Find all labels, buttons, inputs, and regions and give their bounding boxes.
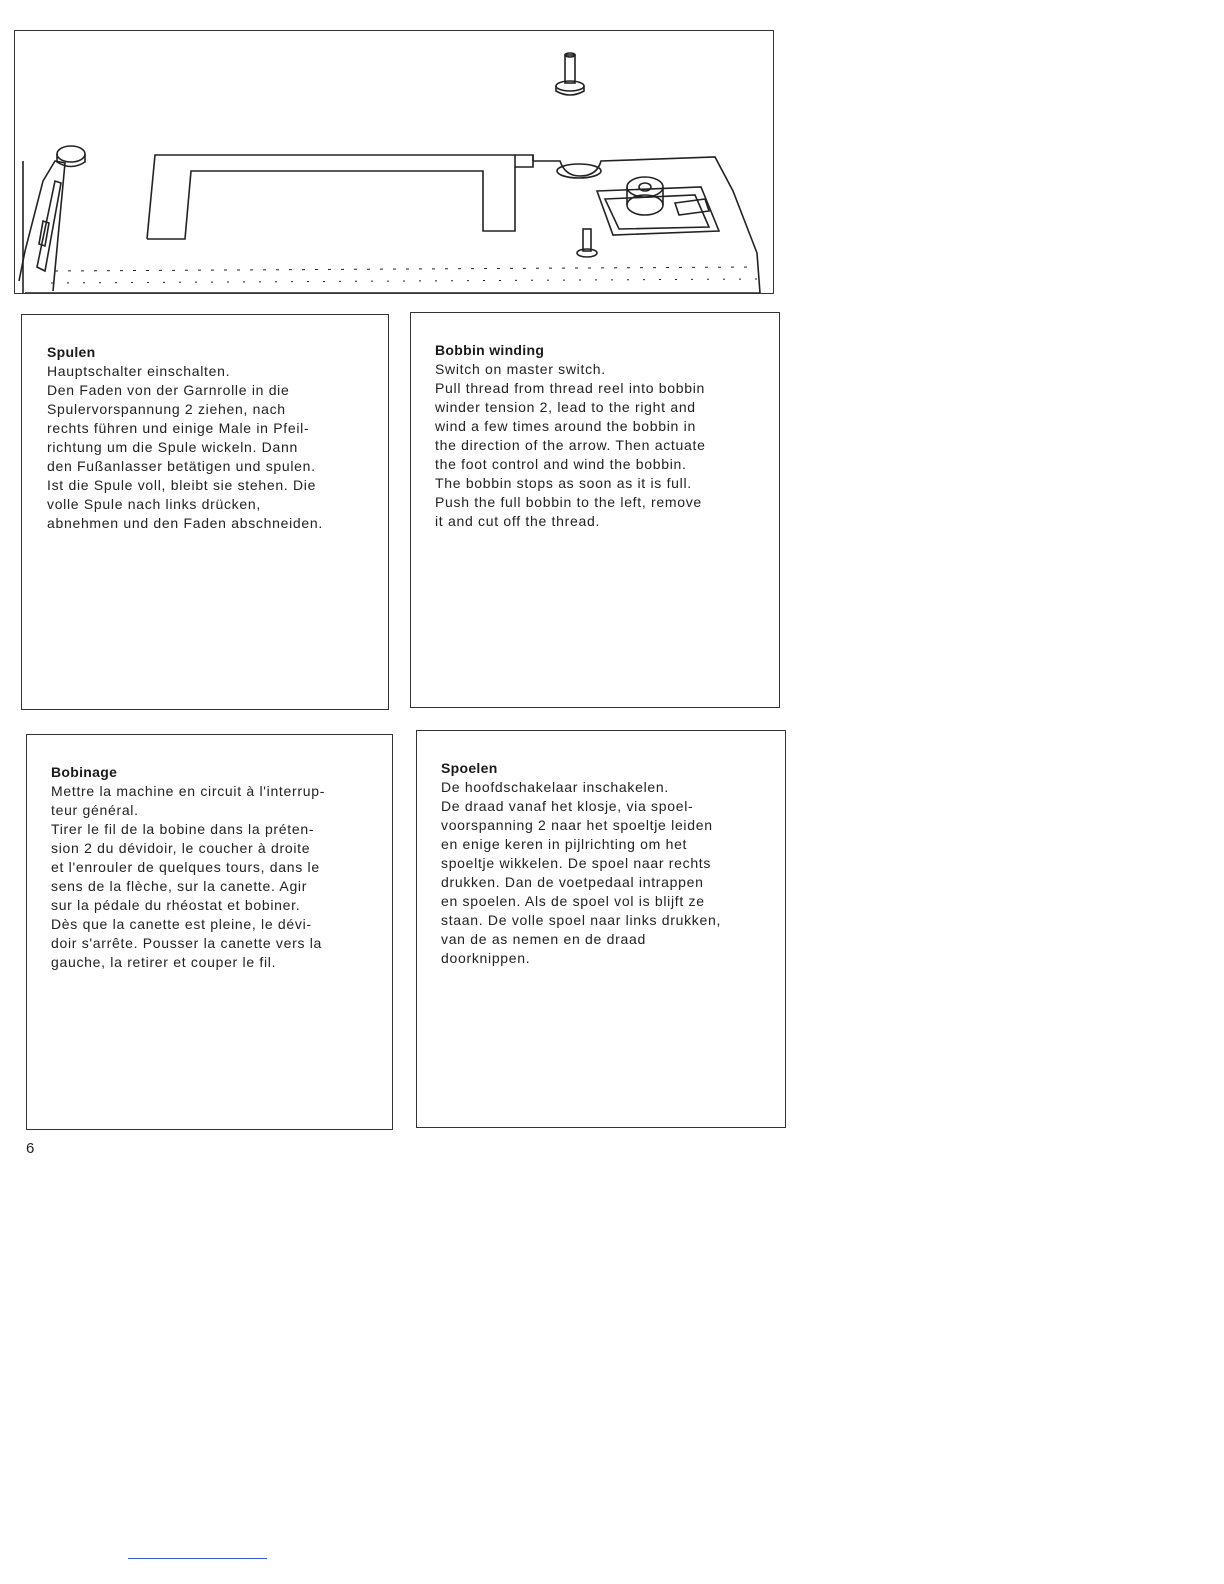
- panel-heading: Spoelen: [441, 760, 498, 776]
- panel-body-text: De hoofdschakelaar inschakelen. De draad vanaf het klosje, via spoel- voorspanning 2 naar het spoeltje leiden en enige keren in pijlrichting om het spoeltje wikkelen. De spoel naar rechts drukken. Dan de voetpedaal intrappen en spoelen. Als de spoel vol is blijft ze staan. De volle spoel naar links drukken, van de as nemen en de draad doorknippen.: [441, 779, 722, 966]
- instruction-panel-english: [410, 312, 780, 708]
- panel-heading: Bobbin winding: [435, 342, 545, 358]
- instruction-panel-dutch: [416, 730, 786, 1128]
- page-number: 6: [26, 1140, 35, 1157]
- panel-body-text: Mettre la machine en circuit à l'interrup- teur général. Tirer le fil de la bobine dans la préten- sion 2 du dévidoir, le coucher à droite et l'enrouler de quelques tours, dans le sens de la flèche, sur la canette. Agir sur la pédale du rhéostat et bobiner. Dès que la canette est pleine, le dévi- doir s'arrête. Pousser la canette vers la gauche, la retirer et couper le fil.: [51, 783, 326, 970]
- instruction-panel-german: [21, 314, 389, 710]
- footer-link-underline[interactable]: [128, 1558, 267, 1559]
- panel-heading: Spulen: [47, 344, 96, 360]
- panel-body-text: Hauptschalter einschalten. Den Faden von der Garnrolle in die Spulervorspannung 2 ziehen, nach rechts führen und einige Male in Pfeil- richtung um die Spule wickeln. Dann den Fußanlasser betätigen und spulen. Ist die Spule voll, bleibt sie stehen. Die volle Spule nach links drücken, abnehmen und den Faden abschneiden.: [47, 363, 323, 531]
- panel-heading: Bobinage: [51, 764, 118, 780]
- panel-body-text: Switch on master switch. Pull thread from thread reel into bobbin winder tension 2, lead to the right and wind a few times around the bobbin in the direction of the arrow. Then actuate the foot control and wind the bobbin. The bobbin stops as soon as it is full. Push the full bobbin to the left, remove it and cut off the thread.: [435, 361, 706, 529]
- instruction-panel-french: [26, 734, 393, 1130]
- sewing-machine-illustration: [14, 30, 774, 294]
- sewing-machine-bobbin-winder-icon: [15, 31, 774, 294]
